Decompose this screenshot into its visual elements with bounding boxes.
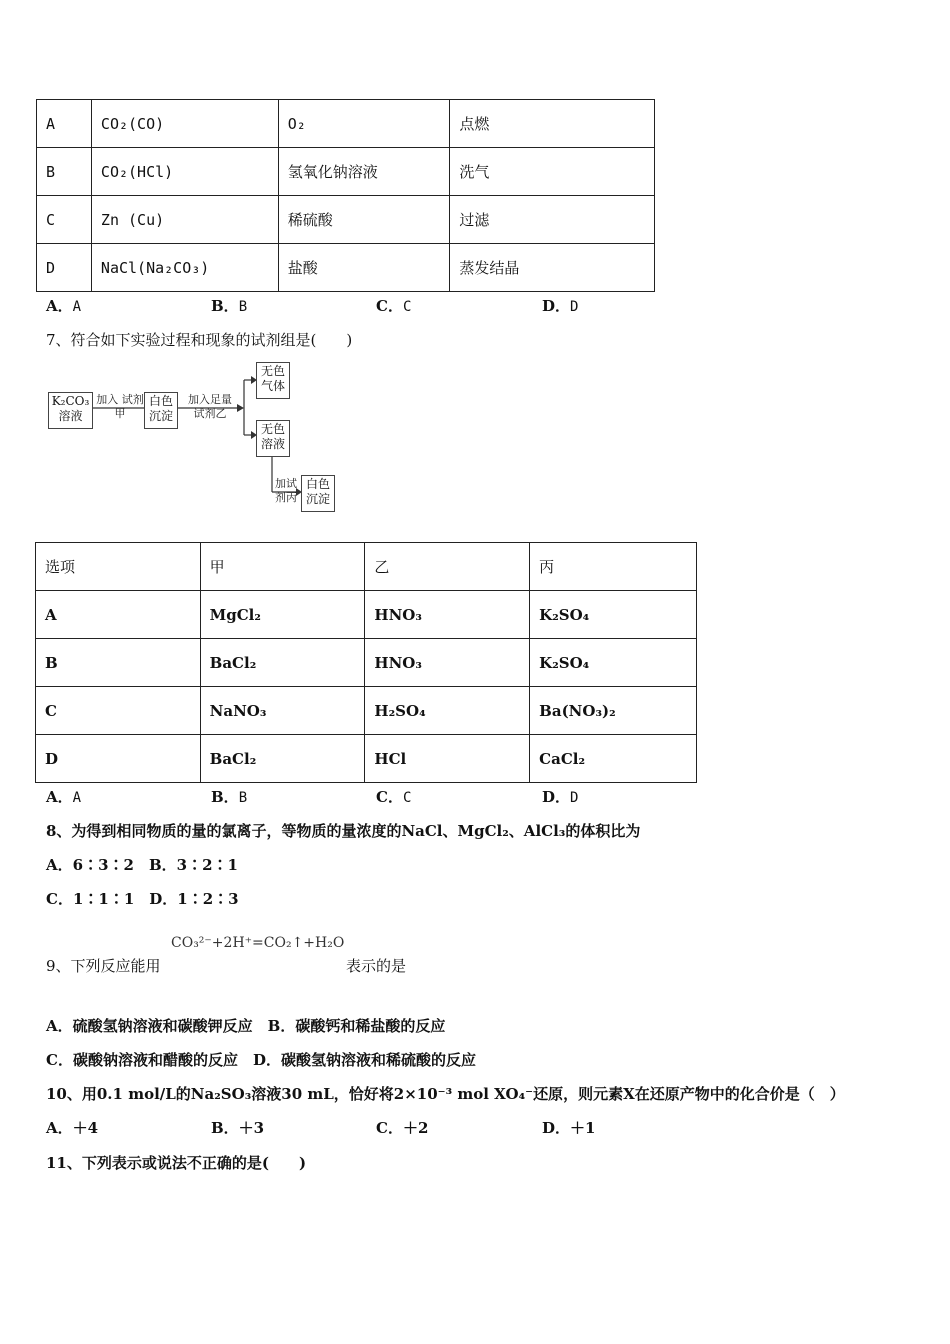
flow-step1-label: 加入 试剂甲 [96,393,144,420]
q6-option-a[interactable]: A．A [46,297,82,315]
table-header-cell: 选项 [36,543,201,591]
table-cell: B [37,148,92,196]
table-cell: Zn (Cu) [91,196,278,244]
q10-option-d[interactable]: D．＋1 [542,1119,596,1137]
table-cell: A [37,100,92,148]
table-row [37,244,655,292]
flow-start-box: K₂CO₃ 溶液 [48,392,93,429]
q6-table [36,99,655,292]
table-cell: D [37,244,92,292]
table-cell: O₂ [278,100,450,148]
table-cell: C [36,687,201,735]
table-header-cell: 甲 [200,543,365,591]
q6-option-d[interactable]: D．D [542,297,579,315]
q7-option-b[interactable]: B．B [211,788,248,806]
table-cell: C [37,196,92,244]
q10-option-b[interactable]: B．＋3 [211,1119,265,1137]
flow-final-precipitate-box: 白色 沉淀 [301,475,335,512]
table-header-cell: 丙 [530,543,697,591]
table-cell: K₂SO₄ [530,639,697,687]
q7-option-d[interactable]: D．D [542,788,579,806]
table-row [36,735,697,783]
flow-gas-box: 无色 气体 [256,362,290,399]
table-cell: H₂SO₄ [365,687,530,735]
table-row [37,100,655,148]
q9-options-line2[interactable]: C．碳酸钠溶液和醋酸的反应 D．碳酸氢钠溶液和稀硫酸的反应 [46,1051,476,1069]
q7-option-c[interactable]: C．C [376,788,412,806]
q9-stem-post: 表示的是 [346,957,407,975]
table-cell: A [36,591,201,639]
q9-options-line1[interactable]: A．硫酸氢钠溶液和碳酸钾反应 B．碳酸钙和稀盐酸的反应 [46,1017,446,1035]
table-cell: 洗气 [450,148,655,196]
q10-option-a[interactable]: A．＋4 [46,1119,99,1137]
table-cell: HNO₃ [365,639,530,687]
table-cell: CO₂(HCl) [91,148,278,196]
flow-step3-label: 加试 剂丙 [275,477,297,504]
table-cell: 蒸发结晶 [450,244,655,292]
table-header-cell: 乙 [365,543,530,591]
table-cell: B [36,639,201,687]
table-cell: K₂SO₄ [530,591,697,639]
table-row [36,639,697,687]
q7-option-a[interactable]: A．A [46,788,82,806]
table-cell: BaCl₂ [200,735,365,783]
table-cell: 过滤 [450,196,655,244]
table-cell: HCl [365,735,530,783]
q6-option-c[interactable]: C．C [376,297,412,315]
q6-option-b[interactable]: B．B [211,297,248,315]
table-cell: NaNO₃ [200,687,365,735]
table-cell: CaCl₂ [530,735,697,783]
table-row [37,148,655,196]
q7-table [35,542,697,783]
q10-stem: 10、用0.1 mol/L的Na₂SO₃溶液30 mL，恰好将2×10⁻³ mol XO₄⁻还原，则元素X在还原产物中的化合价是（ ） [46,1085,845,1103]
q8-options-line2[interactable]: C．1∶1∶1 D．1∶2∶3 [46,890,239,908]
flow-solution-box: 无色 溶液 [256,420,290,457]
flow-step2-label: 加入足量 试剂乙 [188,393,232,420]
q10-option-c[interactable]: C．＋2 [376,1119,429,1137]
q9-equation: CO₃²⁻+2H⁺=CO₂↑+H₂O [171,935,345,951]
table-cell: D [36,735,201,783]
q11-stem: 11、下列表示或说法不正确的是( ) [46,1154,307,1172]
table-cell: NaCl(Na₂CO₃) [91,244,278,292]
q7-stem: 7、符合如下实验过程和现象的试剂组是( ) [46,331,353,349]
table-cell: CO₂(CO) [91,100,278,148]
table-cell: BaCl₂ [200,639,365,687]
table-cell: HNO₃ [365,591,530,639]
table-row [37,196,655,244]
table-row [36,591,697,639]
table-cell: Ba(NO₃)₂ [530,687,697,735]
table-cell: 氢氧化钠溶液 [278,148,450,196]
table-cell: 盐酸 [278,244,450,292]
table-header-row [36,543,697,591]
q8-options-line1[interactable]: A．6∶3∶2 B．3∶2∶1 [46,856,238,874]
q9-stem-pre: 9、下列反应能用 [46,957,161,975]
table-row [36,687,697,735]
table-cell: 稀硫酸 [278,196,450,244]
flow-precipitate-box: 白色 沉淀 [144,392,178,429]
table-cell: MgCl₂ [200,591,365,639]
q8-stem: 8、为得到相同物质的量的氯离子，等物质的量浓度的NaCl、MgCl₂、AlCl₃的体积比为 [46,822,641,840]
table-cell: 点燃 [450,100,655,148]
